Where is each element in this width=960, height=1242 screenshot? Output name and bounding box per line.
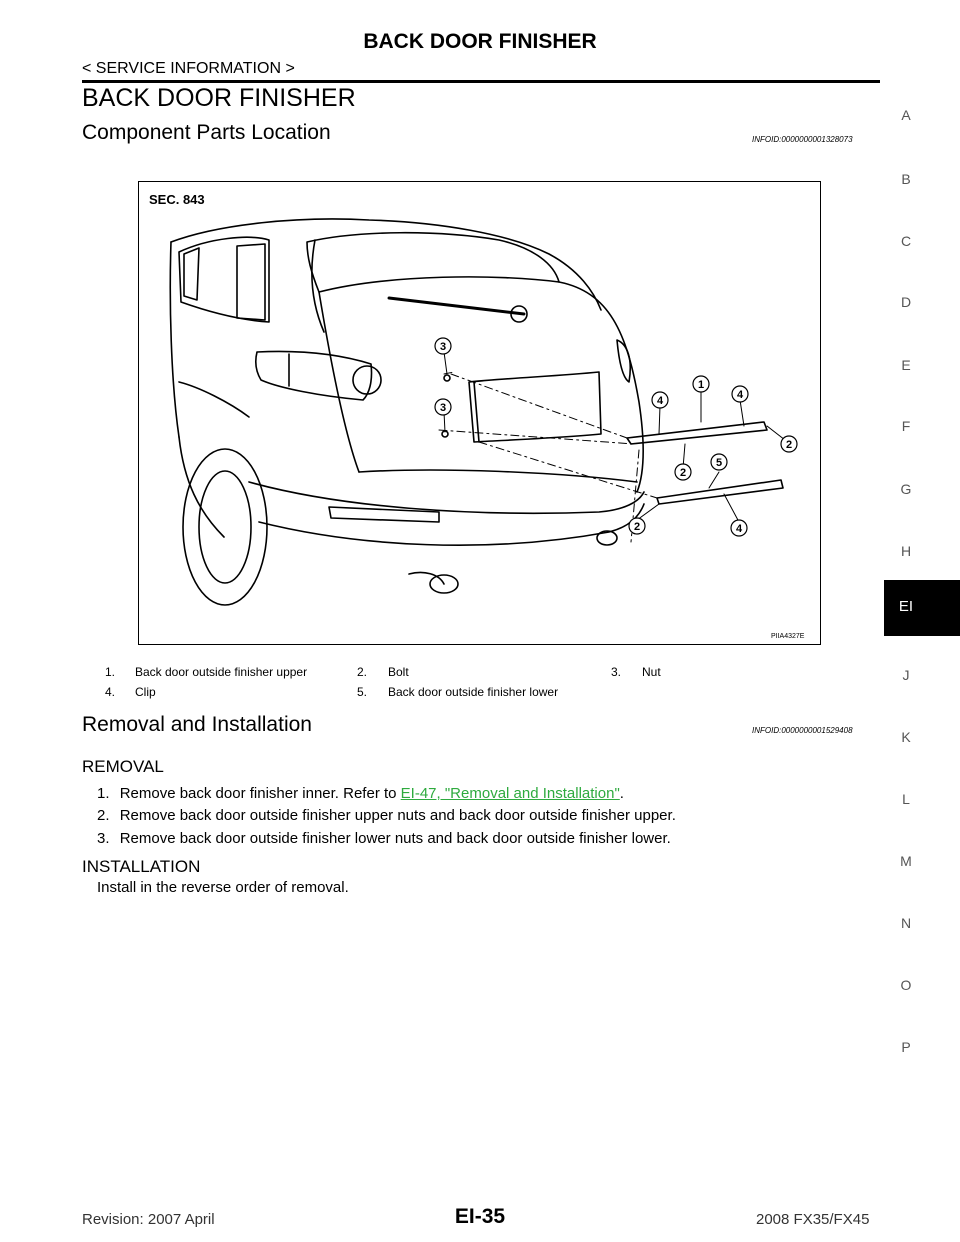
step-text: Remove back door finisher inner. Refer to <box>119 785 401 802</box>
removal-infoid: INFOID:0000000001529408 <box>752 726 853 735</box>
side-index-letter[interactable]: O <box>900 977 912 993</box>
step-num: 3. <box>97 830 110 847</box>
side-index-letter[interactable]: B <box>901 171 911 187</box>
svg-text:3: 3 <box>439 341 447 353</box>
component-infoid: INFOID:0000000001328073 <box>752 135 853 144</box>
side-index-letter[interactable]: E <box>901 357 911 373</box>
component-diagram <box>138 181 821 645</box>
side-index-letter[interactable]: H <box>900 543 912 559</box>
svg-text:2: 2 <box>679 467 687 479</box>
ref-link-ei-47[interactable]: EI-47, "Removal and Installation" <box>400 785 620 802</box>
removal-step-1 <box>97 785 624 802</box>
running-header-title: BACK DOOR FINISHER <box>363 30 597 53</box>
callout-2c <box>629 518 645 534</box>
step-after: . <box>619 785 624 802</box>
side-index-letter[interactable]: K <box>901 729 911 745</box>
page-title: BACK DOOR FINISHER <box>82 84 356 112</box>
svg-text:2: 2 <box>633 521 641 533</box>
step-text: Remove back door outside finisher upper nuts and back door outside finisher upper. <box>119 807 676 824</box>
svg-text:4: 4 <box>656 395 664 407</box>
side-index-letter[interactable]: M <box>900 853 912 869</box>
callout-5 <box>711 454 727 470</box>
installation-heading: INSTALLATION <box>82 857 201 876</box>
legend-num: 1. <box>105 665 116 679</box>
step-text: Remove back door outside finisher lower nuts and back door outside finisher lower. <box>119 830 671 847</box>
callout-4a <box>652 392 668 408</box>
callout-2b <box>675 464 691 480</box>
side-index-active-tab[interactable] <box>884 580 960 636</box>
callout-3a <box>435 338 451 354</box>
removal-heading: REMOVAL <box>82 757 164 776</box>
side-index-letter[interactable]: L <box>902 791 910 807</box>
side-index-letter[interactable]: P <box>901 1039 911 1055</box>
removal-step-3 <box>97 830 671 847</box>
footer-model: 2008 FX35/FX45 <box>756 1211 870 1228</box>
side-tab-label: EI <box>898 598 914 615</box>
callout-2a <box>781 436 797 452</box>
legend-text: Back door outside finisher upper <box>135 665 308 679</box>
legend-num: 3. <box>611 665 622 679</box>
removal-step-2 <box>97 807 676 824</box>
component-section-title: Component Parts Location <box>82 121 331 144</box>
callout-3b <box>435 399 451 415</box>
svg-text:5: 5 <box>715 457 723 469</box>
side-index-letter[interactable]: G <box>900 481 912 497</box>
running-header-subtitle: < SERVICE INFORMATION > <box>82 60 295 77</box>
legend-text: Nut <box>642 665 661 679</box>
header-rule <box>82 80 880 83</box>
legend-text: Clip <box>135 685 156 699</box>
footer-revision: Revision: 2007 April <box>82 1211 215 1228</box>
side-index-letter[interactable]: N <box>900 915 912 931</box>
callout-1 <box>693 376 709 392</box>
vehicle-rear-illustration <box>139 182 822 646</box>
side-index-letter[interactable]: F <box>901 418 911 434</box>
side-index-letter[interactable]: A <box>901 107 911 123</box>
sec-label: SEC. 843 <box>149 192 205 207</box>
installation-text: Install in the reverse order of removal. <box>97 879 349 896</box>
step-num: 2. <box>97 807 110 824</box>
svg-text:1: 1 <box>697 379 705 391</box>
legend-num: 2. <box>357 665 368 679</box>
side-index-letter[interactable]: J <box>902 667 910 683</box>
svg-text:2: 2 <box>785 439 793 451</box>
side-index-letter[interactable]: C <box>900 233 912 249</box>
legend-num: 4. <box>105 685 116 699</box>
side-index-letter[interactable]: D <box>900 294 912 310</box>
legend-text: Bolt <box>388 665 409 679</box>
removal-section-title: Removal and Installation <box>82 713 312 736</box>
svg-text:4: 4 <box>735 523 743 535</box>
svg-text:3: 3 <box>439 402 447 414</box>
footer-page-number: EI-35 <box>454 1205 506 1228</box>
legend-text: Back door outside finisher lower <box>388 685 559 699</box>
step-num: 1. <box>97 785 110 802</box>
svg-text:4: 4 <box>736 389 744 401</box>
figure-code: PIIA4327E <box>771 633 805 640</box>
legend-num: 5. <box>357 685 368 699</box>
callout-4c <box>731 520 747 536</box>
callout-4b <box>732 386 748 402</box>
